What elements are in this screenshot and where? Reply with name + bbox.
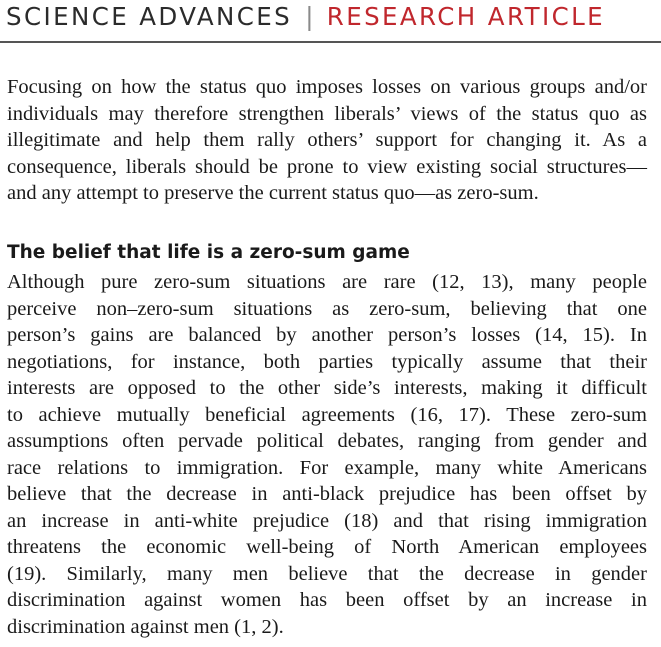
text-line: discrimination against women has been offset by an increase in: [7, 589, 647, 611]
text-line: interests are opposed to the other side’s interests, making it difficult: [7, 377, 647, 399]
article-type: RESEARCH ARTICLE: [326, 2, 606, 31]
header-separator: |: [305, 2, 314, 31]
text-line: Although pure zero-sum situations are rare (12, 13), many people: [7, 271, 647, 293]
text-line: person’s gains are balanced by another person’s losses (14, 15). In: [7, 324, 647, 346]
running-header: [6, 2, 605, 32]
text-line: perceive non–zero-sum situations as zero-sum, believing that one: [7, 297, 647, 320]
paragraph-intro: [7, 74, 647, 207]
text-line: threatens the economic well-being of North American employees: [7, 536, 647, 558]
journal-name: SCIENCE ADVANCES: [6, 2, 293, 31]
header-rule: [0, 41, 661, 43]
text-line: race relations to immigration. For example, many white Americans: [7, 456, 647, 479]
text-line: illegitimate and help them rally others’ support for changing it. As a: [7, 129, 647, 151]
text-line: individuals may therefore strengthen liberals’ views of the status quo as: [7, 102, 647, 125]
paragraph-zero-sum: [7, 269, 647, 640]
section-heading: The belief that life is a zero-sum game: [7, 242, 410, 263]
text-line: negotiations, for instance, both parties typically assume that their: [7, 350, 647, 373]
text-line: assumptions often pervade political debates, ranging from gender and: [7, 430, 647, 452]
text-line: consequence, liberals should be prone to view existing social structures—: [7, 155, 647, 178]
text-line: and any attempt to preserve the current status quo—as zero-sum.: [7, 182, 539, 204]
text-line: to achieve mutually beneficial agreements (16, 17). These zero-sum: [7, 403, 647, 426]
text-line: an increase in anti-white prejudice (18) and that rising immigration: [7, 509, 647, 532]
text-line: (19). Similarly, many men believe that the decrease in gender: [7, 562, 647, 585]
text-line: believe that the decrease in anti-black prejudice has been offset by: [7, 483, 647, 505]
text-line: discrimination against men (1, 2).: [7, 615, 284, 638]
text-line: Focusing on how the status quo imposes losses on various groups and/or: [7, 76, 647, 98]
